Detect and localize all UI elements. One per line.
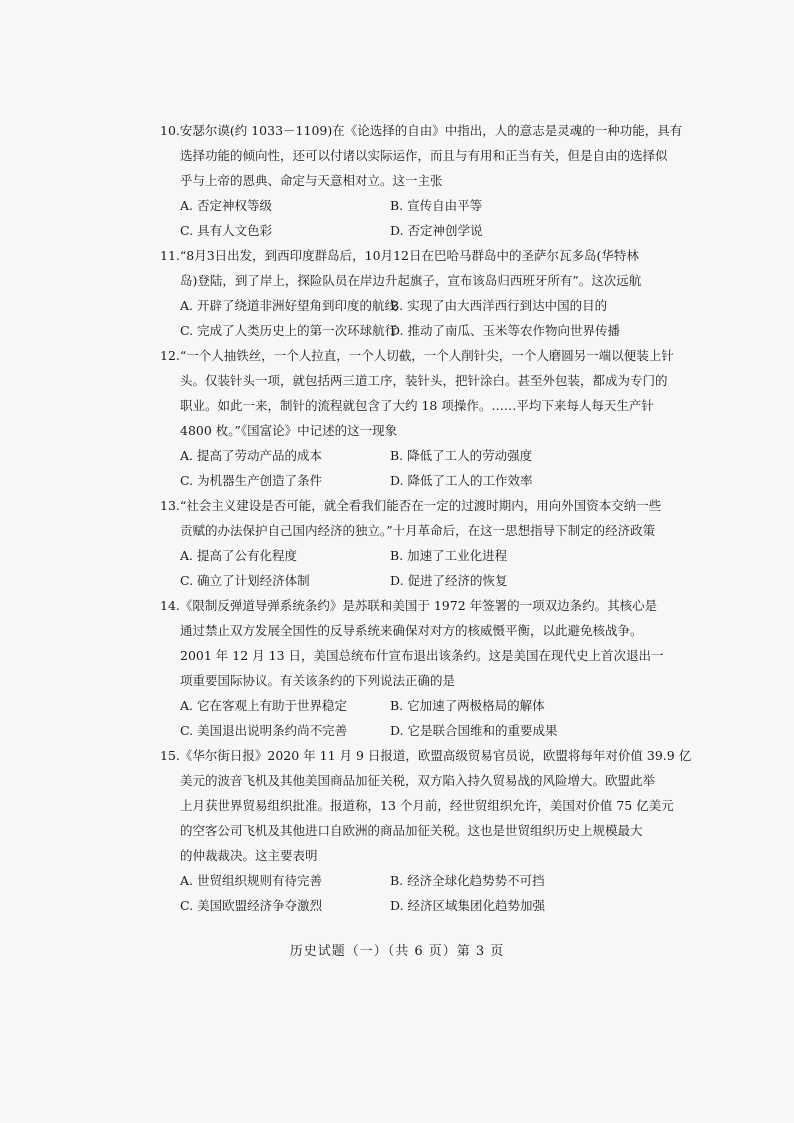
question-stem-line: 12.“一个人抽铁丝，一个人拉直，一个人切截，一个人削针尖，一个人磨圆另一端以便装上针 — [160, 348, 674, 363]
option-d: D. 促进了经济的恢复 — [390, 573, 508, 588]
question-13 — [160, 493, 662, 593]
question-15 — [160, 743, 692, 918]
question-stem-line: 乎与上帝的恩典、命定与天意相对立。这一主张 — [180, 173, 443, 188]
option-c: C. 完成了人类历史上的第一次环球航行 — [180, 323, 398, 338]
option-a: A. 提高了公有化程度 — [180, 548, 297, 563]
option-c: C. 具有人文色彩 — [180, 223, 273, 238]
option-b: B. 宣传自由平等 — [390, 198, 483, 213]
question-14 — [160, 593, 664, 743]
option-a: A. 世贸组织规则有待完善 — [180, 873, 322, 888]
question-12 — [160, 343, 674, 493]
option-c: C. 美国欧盟经济争夺激烈 — [180, 898, 323, 913]
question-stem-line: 选择功能的倾向性，还可以付诸以实际运作，而且与有用和正当有关，但是自由的选择似 — [180, 148, 668, 163]
question-stem-line: 通过禁止双方发展全国性的反导系统来确保对对方的核威慑平衡，以此避免核战争。 — [180, 623, 643, 638]
option-b: B. 降低了工人的劳动强度 — [390, 448, 533, 463]
answer-options — [160, 693, 650, 743]
answer-options — [160, 868, 650, 918]
answer-options — [160, 443, 650, 493]
option-c: C. 美国退出说明条约尚不完善 — [180, 723, 348, 738]
question-stem-line: 15.《华尔街日报》2020 年 11 月 9 日报道，欧盟高级贸易官员说，欧盟将每年对价值 39.9 亿 — [160, 748, 692, 763]
option-d: D. 它是联合国维和的重要成果 — [390, 723, 558, 738]
option-b: B. 加速了工业化进程 — [390, 548, 508, 563]
question-list — [160, 118, 692, 918]
question-stem-line: 的空客公司飞机及其他进口自欧洲的商品加征关税。这也是世贸组织历史上规模最大 — [180, 823, 643, 838]
answer-options — [160, 293, 650, 343]
question-stem-line: 岛)登陆，到了岸上，探险队员在岸边升起旗子，宣布该岛归西班牙所有”。这次远航 — [180, 273, 642, 288]
option-d: D. 推动了南瓜、玉米等农作物向世界传播 — [390, 323, 621, 338]
answer-options — [160, 543, 650, 593]
question-stem-line: 头。仅装针头一项，就包括两三道工序，装针头，把针涂白。甚至外包装，都成为专门的 — [180, 373, 668, 388]
question-stem-line: 的仲裁裁决。这主要表明 — [180, 848, 318, 863]
question-11 — [160, 243, 650, 343]
option-a: A. 开辟了绕道非洲好望角到印度的航线 — [180, 298, 397, 313]
option-a: A. 否定神权等级 — [180, 198, 272, 213]
option-c: C. 确立了计划经济体制 — [180, 573, 310, 588]
question-10 — [160, 118, 683, 243]
page-footer: 历史试题（一）（共 6 页）第 3 页 — [289, 944, 505, 959]
option-b: B. 它加速了两极格局的解体 — [390, 698, 545, 713]
question-stem-line: 贡赋的办法保护自己国内经济的独立。”十月革命后，在这一思想指导下制定的经济政策 — [180, 523, 656, 538]
question-stem-line: 14.《限制反弹道导弹系统条约》是苏联和美国于 1972 年签署的一项双边条约。其核心是 — [160, 598, 658, 613]
option-b: B. 实现了由大西洋西行到达中国的目的 — [390, 298, 608, 313]
option-d: D. 经济区域集团化趋势加强 — [390, 898, 546, 913]
option-b: B. 经济全球化趋势势不可挡 — [390, 873, 545, 888]
option-d: D. 降低了工人的工作效率 — [390, 473, 533, 488]
question-stem-line: 13.“社会主义建设是否可能，就全看我们能否在一定的过渡时期内，用向外国资本交纳一些 — [160, 498, 662, 513]
option-a: A. 提高了劳动产品的成本 — [180, 448, 322, 463]
question-stem-line: 11.“8月3日出发，到西印度群岛后，10月12日在巴哈马群岛中的圣萨尔瓦多岛(华特林 — [160, 248, 639, 263]
question-stem-line: 项重要国际协议。有关该条约的下列说法正确的是 — [180, 673, 456, 688]
option-c: C. 为机器生产创造了条件 — [180, 473, 323, 488]
question-stem-line: 美元的波音飞机及其他美国商品加征关税，双方陷入持久贸易战的风险增大。欧盟此举 — [180, 773, 656, 788]
question-stem-line: 10.安瑟尔谟(约 1033－1109)在《论选择的自由》中指出，人的意志是灵魂的一种功能，具有 — [160, 123, 683, 138]
question-stem-line: 4800 枚。”《国富论》中记述的这一现象 — [180, 423, 398, 438]
question-stem-line: 职业。如此一来，制针的流程就包含了大约 18 项操作。……平均下来每人每天生产针 — [180, 398, 654, 413]
option-a: A. 它在客观上有助于世界稳定 — [180, 698, 347, 713]
question-stem-line: 上月获世界贸易组织批准。报道称，13 个月前，经世贸组织允许，美国对价值 75 亿美元 — [180, 798, 674, 813]
question-stem-line: 2001 年 12 月 13 日，美国总统布什宣布退出该条约。这是美国在现代史上首次退出一 — [180, 648, 664, 663]
option-d: D. 否定神创学说 — [390, 223, 483, 238]
answer-options — [160, 193, 650, 243]
